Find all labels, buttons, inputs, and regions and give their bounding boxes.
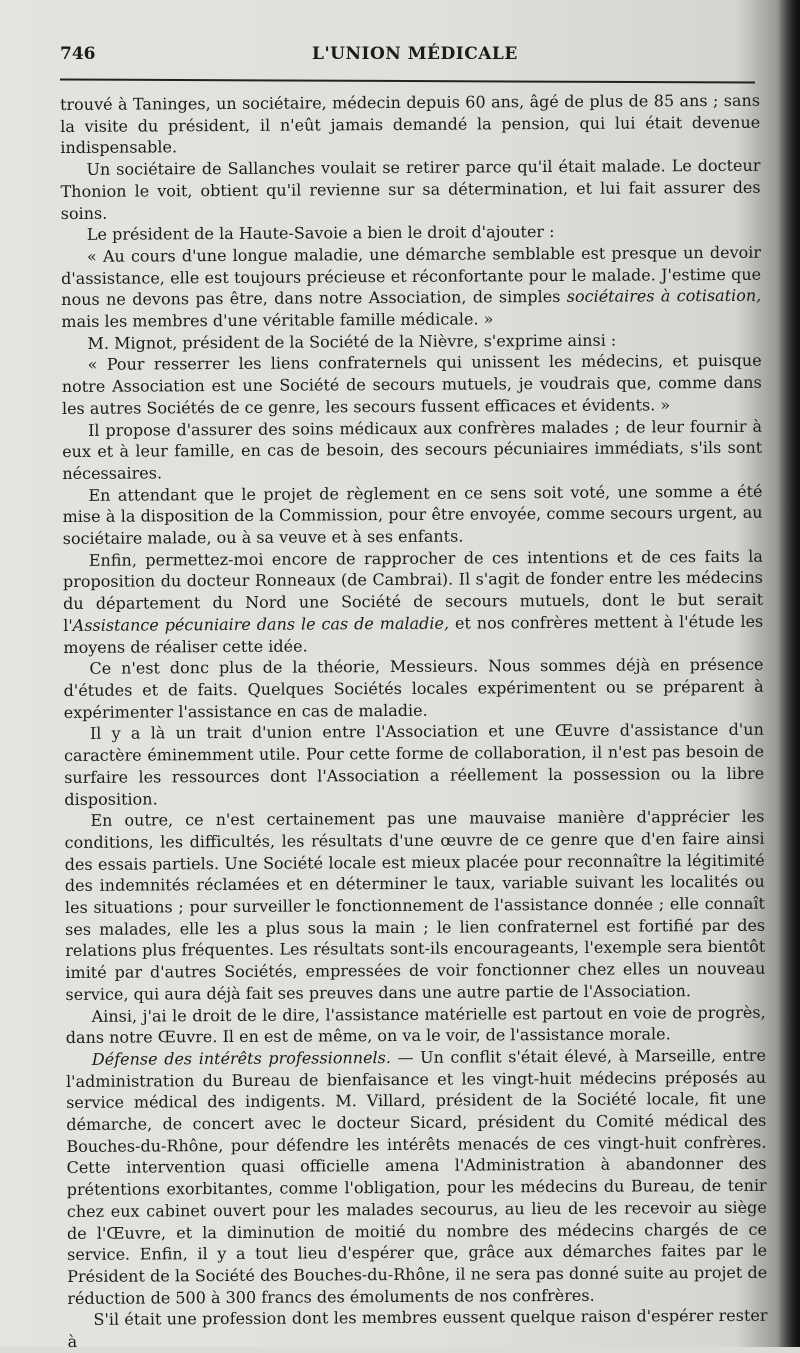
section-heading: Défense des intérêts professionnels. xyxy=(91,1047,391,1069)
paragraph: Un sociétaire de Sallanches voulait se retirer parce qu'il était malade. Le docteur Thonion le voit, obtient qu'il revienne sur sa détermination, et lui fait assurer des soins. xyxy=(60,155,761,223)
header-rule xyxy=(60,78,755,83)
paragraph: Il propose d'assurer des soins médicaux aux confrères malades ; de leur fournir à eux et à leur famille, en cas de besoin, des secours pécuniaires immédiats, s'ils sont nécessaires. xyxy=(62,416,763,483)
paragraph xyxy=(61,242,762,333)
page-number: 746 xyxy=(60,44,96,64)
quote-text-tail: mais les membres d'une véritable famille médicale. » xyxy=(61,309,494,332)
paragraph: Ainsi, j'ai le droit de le dire, l'assistance matérielle est partout en voie de progrès, dans notre Œuvre. Il en est de même, on va le voir, de l'assistance morale. xyxy=(65,1002,766,1048)
running-title: L'UNION MÉDICALE xyxy=(312,44,518,64)
quote-text: « Au cours d'une longue maladie, une démarche semblable est presque un devoir d'assistance, elle est toujours précieuse et réconfortante pour le malade. J'estime que nous ne devons pas être, dans notre Association, de simples xyxy=(61,242,762,310)
paragraph: En attendant que le projet de règlement en ce sens soit voté, une somme a été mise à la disposition de la Commission, pour être envoyée, comme secours urgent, au sociétaire malade, ou à sa veuve et à ses enfants. xyxy=(62,481,763,549)
page-header xyxy=(60,44,760,74)
article-body xyxy=(60,90,768,1353)
italic-phrase: sociétaires à cotisation, xyxy=(566,286,762,307)
paragraph: S'il était une profession dont les membres eussent quelque raison d'espérer rester à xyxy=(67,1306,768,1352)
paragraph: trouvé à Taninges, un sociétaire, médecin depuis 60 ans, âgé de plus de 85 ans ; sans la visite du président, il n'eût jamais demandé la pension, qui lui était devenue indispensable. xyxy=(60,90,761,158)
paragraph-text: — Un conflit s'était élevé, à Marseille, entre l'administration du Bureau de bienfaisance et les vingt-huit médecins préposés au service médical des indigents. M. Villard, président de la Société locale, fit une démarche, de concert avec le docteur Sicard, président du Comité médical des Bouches-du-Rhône, pour défendre les intérêts menacés de ces vingt-huit confrères. Cette intervention quasi officielle amena l'Administration à abandonner des prétentions exorbitantes, comme l'obligation, pour les médecins du Bureau, de tenir chez eux cabinet ouvert pour les malades secourus, au lieu de les recevoir au siège de l'Œuvre, et la diminution de moitié du nombre des médecins chargés de ce service. Enfin, il y a tout lieu d'espérer que, grâce aux démarches faites par le Président de la Société des Bouches-du-Rhône, il ne sera pas donné suite au projet de réduction de 500 à 300 francs des émoluments de nos confrères. xyxy=(65,1045,768,1308)
paragraph xyxy=(66,1045,768,1310)
paragraph: « Pour resserrer les liens confraternels qui unissent les médecins, et puisque notre Association est une Société de secours mutuels, je voudrais que, comme dans les autres Sociétés de ce genre, les secours fussent efficaces et évidents. » xyxy=(61,351,762,418)
paragraph: Ce n'est donc plus de la théorie, Messieurs. Nous sommes déjà en présence d'études et de faits. Quelques Sociétés locales expérimentent ou se préparent à expérimenter l'assistance en cas de maladie. xyxy=(63,654,764,722)
paragraph-text-tail: et nos confrères mettent à l'étude les moyens de réaliser cette idée. xyxy=(63,611,764,657)
paragraph-text: Enfin, permettez-moi encore de rapprocher de ces intentions et de ces faits la proposition du docteur Ronneaux (de Cambrai). Il s'agit de fonder entre les médecins du département du Nord une Société de secours mutuels, dont le but serait l' xyxy=(62,546,764,635)
paragraph: Le président de la Haute-Savoie a bien le droit d'ajouter : xyxy=(86,222,555,245)
paragraph: M. Mignot, président de la Société de la Nièvre, s'exprime ainsi : xyxy=(87,330,617,353)
page-edge-shadow xyxy=(778,0,800,1347)
italic-phrase: Assistance pécuniaire dans le cas de maladie, xyxy=(72,613,450,635)
paragraph: Il y a là un trait d'union entre l'Association et une Œuvre d'assistance d'un caractère éminemment utile. Pour cette forme de collaboration, il n'est pas besoin de surfaire les ressources dont l'Association a réellement la possession ou la libre disposition. xyxy=(63,720,765,809)
paragraph xyxy=(63,545,764,658)
paragraph: En outre, ce n'est certainement pas une mauvaise manière d'apprécier les conditions, les difficultés, les résultats d'une œuvre de ce genre que d'en faire ainsi des essais partiels. Une Société locale est mieux placée pour reconnaître la légitimité des indemnités réclamées et en déterminer le taux, variable suivant les localités ou les situations ; pour surveiller le fonctionnement de l'assistance donnée ; elle connaît ses malades, elle les a plus sous la main ; le lien confraternel est fortifié par des relations plus fréquentes. Les résultats sont-ils encourageants, l'exemple sera bientôt imité par d'autres Sociétés, empressées de voir fonctionner chez elles un nouveau service, qui aura déjà fait ses preuves dans une autre partie de l'Association. xyxy=(64,806,766,1004)
